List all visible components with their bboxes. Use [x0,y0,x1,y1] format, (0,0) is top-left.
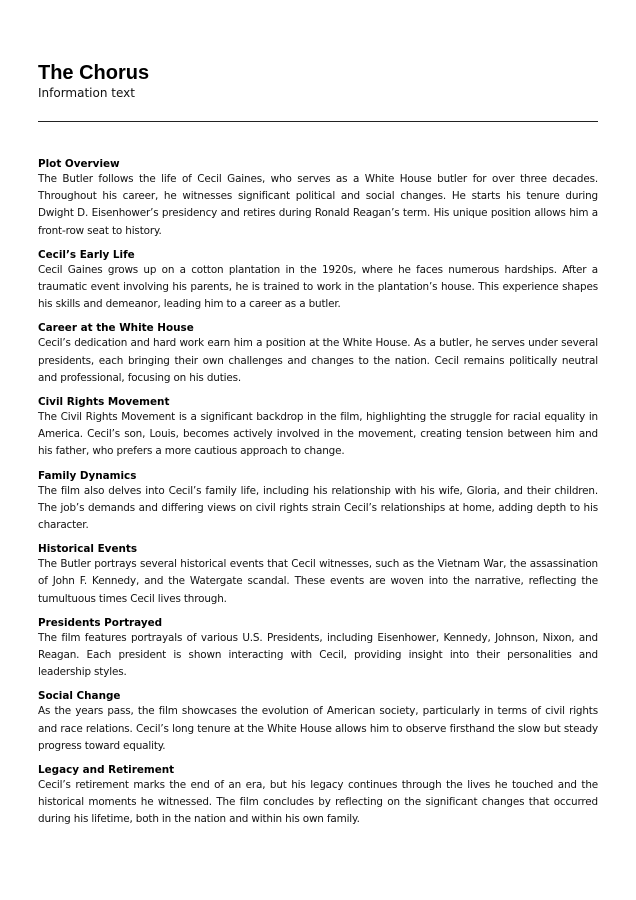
section-civil-rights [38,395,598,461]
section-body: Cecil’s retirement marks the end of an era, but his legacy continues through the lives he touched and the historical moments he witnessed. The film concludes by reflecting on the significant changes that occurred during his lifetime, both in the nation and within his own family. [38,779,598,826]
section-body: The film also delves into Cecil’s family life, including his relationship with his wife, Gloria, and their children. The job’s demands and differing views on civil rights strain Cecil’s relationships at home, adding depth to his character. [38,484,598,532]
section-family-dynamics [38,469,598,535]
section-plot-overview [38,157,598,240]
section-heading: Legacy and Retirement [38,764,175,777]
section-heading: Career at the White House [38,322,194,335]
section-body: The Butler portrays several historical events that Cecil witnesses, such as the Vietnam War, the assassination of John F. Kennedy, and the Watergate scandal. These events are woven into the narrative, reflecting the tumultuous times Cecil lives through. [38,558,598,605]
section-presidents [38,616,598,682]
section-heading: Presidents Portrayed [38,616,163,629]
section-heading: Plot Overview [38,158,120,170]
page-subtitle: Information text [38,86,135,100]
section-early-life [38,248,598,314]
section-heading: Family Dynamics [38,469,137,482]
section-heading: Social Change [38,690,121,703]
section-body: Cecil’s dedication and hard work earn him a position at the White House. As a butler, he serves under several presidents, each bringing their own challenges and changes to the nation. Cecil remains politically neutral and professional, focusing on his duties. [38,337,598,384]
section-body: The Butler follows the life of Cecil Gaines, who serves as a White House butler for over three decades. Throughout his career, he witnesses significant political and social changes. He starts his tenure during Dwight D. Eisenhower’s presidency and retires during Ronald Reagan’s term. His unique position allows him a front-row seat to history. [38,173,598,237]
header-divider [38,121,598,122]
section-heading: Civil Rights Movement [38,396,170,409]
section-career [38,321,598,387]
section-heading: Cecil’s Early Life [38,248,135,261]
sections-container [38,157,598,837]
section-social-change [38,689,598,755]
section-historical-events [38,542,598,608]
page-title: The Chorus [38,62,150,84]
section-body: The film features portrayals of various U.S. Presidents, including Eisenhower, Kennedy, Johnson, Nixon, and Reagan. Each president is shown interacting with Cecil, providing insight into their personalities and leadership styles. [38,631,598,679]
document-page [38,60,598,826]
section-heading: Historical Events [38,543,138,556]
section-body: As the years pass, the film showcases the evolution of American society, particularly in terms of civil rights and race relations. Cecil’s long tenure at the White House allows him to observe firsthand the slow but steady progress toward equality. [38,705,598,752]
section-body: The Civil Rights Movement is a significant backdrop in the film, highlighting the struggle for racial equality in America. Cecil’s son, Louis, becomes actively involved in the movement, creating tension between him and his father, who prefers a more cautious approach to change. [38,411,598,458]
section-legacy [38,763,598,829]
section-body: Cecil Gaines grows up on a cotton plantation in the 1920s, where he faces numerous hardships. After a traumatic event involving his parents, he is trained to work in the plantation’s house. This experience shapes his skills and demeanor, leading him to a career as a butler. [38,263,598,311]
